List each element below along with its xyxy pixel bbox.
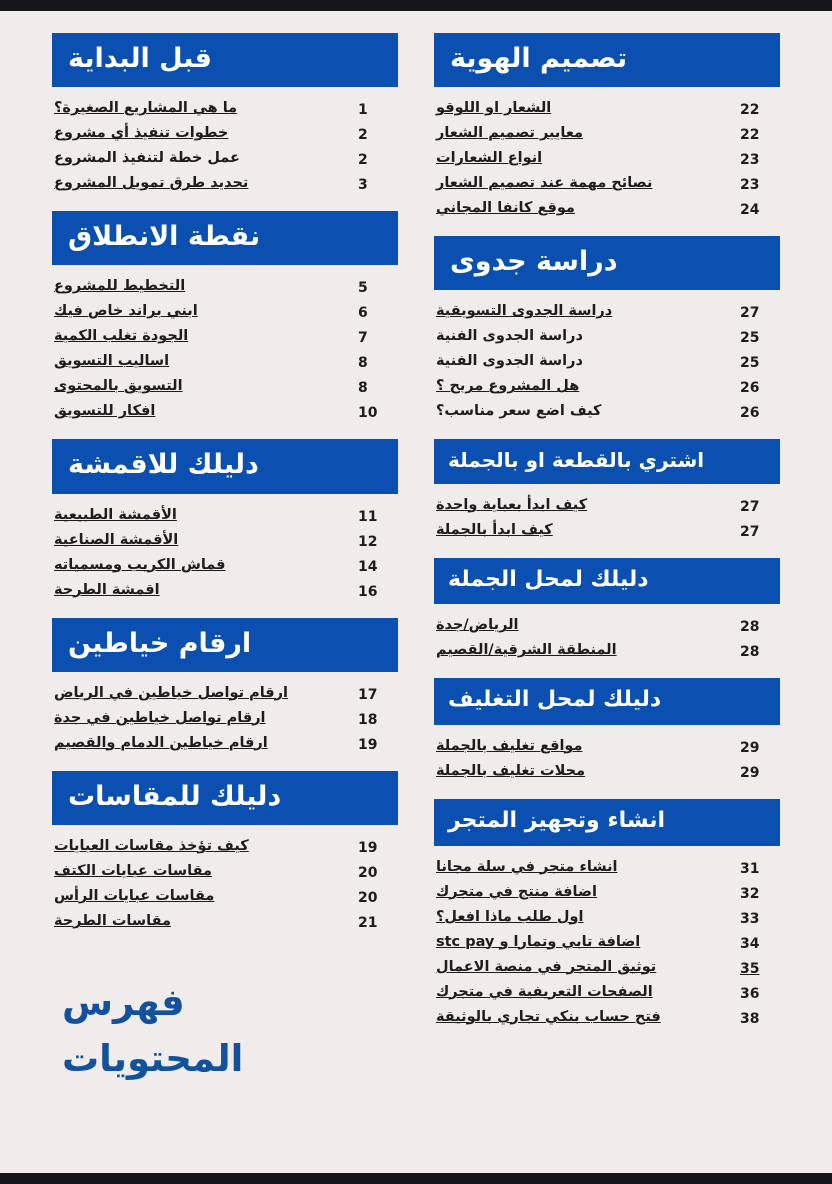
toc-entry[interactable] xyxy=(52,326,398,349)
toc-entry[interactable] xyxy=(434,907,780,930)
toc-section xyxy=(434,33,780,223)
top-edge-bar xyxy=(0,0,832,11)
toc-section xyxy=(434,678,780,786)
entry-page-number: 27 xyxy=(740,498,760,515)
entry-page-number: 32 xyxy=(740,885,760,902)
entry-title-link[interactable]: اقمشة الطرحة xyxy=(54,581,160,598)
toc-entry[interactable] xyxy=(434,148,780,171)
toc-section xyxy=(52,771,398,936)
toc-entry[interactable] xyxy=(434,198,780,221)
entry-page-number: 29 xyxy=(740,740,760,757)
entry-page-number: 29 xyxy=(740,765,760,782)
entry-page-number: 2 xyxy=(358,152,368,169)
section-entry-list xyxy=(434,301,780,424)
entry-page-number: 24 xyxy=(740,202,760,219)
toc-entry[interactable] xyxy=(52,555,398,578)
entry-title-link[interactable]: الأقمشة الصناعية xyxy=(54,531,179,548)
entry-title-link[interactable]: ما هي المشاريع الصغيرة؟ xyxy=(54,100,238,117)
toc-entry[interactable] xyxy=(434,857,780,880)
toc-entry[interactable] xyxy=(52,301,398,324)
toc-entry[interactable] xyxy=(434,640,780,663)
toc-entry[interactable] xyxy=(52,505,398,528)
toc-entry[interactable] xyxy=(52,683,398,706)
toc-entry[interactable] xyxy=(434,520,780,543)
entry-page-number: 34 xyxy=(740,935,760,952)
toc-entry[interactable] xyxy=(434,401,780,424)
entry-title-link[interactable]: مواقع تغليف بالجملة xyxy=(436,738,583,755)
section-entry-list xyxy=(434,857,780,1030)
toc-entry[interactable] xyxy=(52,173,398,196)
section-header: دراسة جدوى xyxy=(434,236,780,290)
toc-entry[interactable] xyxy=(434,123,780,146)
section-header: دليلك للاقمشة xyxy=(52,439,398,493)
entry-title-link[interactable]: كيف ابدأ بعباية واحدة xyxy=(436,496,588,513)
entry-page-number: 20 xyxy=(358,890,378,907)
entry-page-number: 27 xyxy=(740,305,760,322)
brand-title-line: المحتويات xyxy=(62,1036,244,1080)
entry-page-number: 28 xyxy=(740,644,760,661)
toc-entry[interactable] xyxy=(52,148,398,171)
entry-title-link[interactable]: اضافة تابي وتمارا و stc pay xyxy=(436,933,641,950)
entry-title-link[interactable]: فتح حساب بنكي تجاري بالوثيقة xyxy=(436,1008,661,1025)
toc-section xyxy=(52,211,398,426)
section-entry-list xyxy=(434,495,780,543)
entry-title-link[interactable]: المنطقة الشرقية/القصيم xyxy=(436,642,617,659)
section-header: قبل البداية xyxy=(52,33,398,87)
entry-page-number: 17 xyxy=(358,686,378,703)
toc-entry[interactable] xyxy=(434,351,780,374)
entry-title-link[interactable]: التسويق بالمحتوى xyxy=(54,378,183,395)
section-entry-list xyxy=(434,736,780,784)
toc-entry[interactable] xyxy=(52,351,398,374)
entry-page-number: 22 xyxy=(740,127,760,144)
entry-page-number: 31 xyxy=(740,860,760,877)
entry-title-link[interactable]: انواع الشعارات xyxy=(436,150,543,167)
entry-title-link[interactable]: كيف ابدأ بالجملة xyxy=(436,521,553,538)
entry-page-number: 28 xyxy=(740,619,760,636)
entry-title-link[interactable]: عمل خطة لتنفيذ المشروع xyxy=(54,150,240,167)
entry-title-link[interactable]: نصائح مهمة عند تصميم الشعار xyxy=(436,175,653,192)
entry-title-link[interactable]: ارقام تواصل خياطين في الرياض xyxy=(54,684,288,701)
entry-title-link[interactable]: اضافة منتج في متجرك xyxy=(436,883,597,900)
entry-title-link[interactable]: ارقام تواصل خياطين في جدة xyxy=(54,709,266,726)
toc-entry[interactable] xyxy=(52,861,398,884)
entry-page-number: 8 xyxy=(358,355,368,372)
entry-page-number: 1 xyxy=(358,102,368,119)
entry-title-link[interactable]: الجودة تغلب الكمية xyxy=(54,328,189,345)
section-header: نقطة الانطلاق xyxy=(52,211,398,265)
section-entry-list xyxy=(434,98,780,221)
toc-entry[interactable] xyxy=(434,882,780,905)
entry-title-link[interactable]: كيف اضع سعر مناسب؟ xyxy=(436,403,602,420)
toc-entry[interactable] xyxy=(52,580,398,603)
section-entry-list xyxy=(52,836,398,934)
toc-right-column xyxy=(52,33,398,1173)
entry-page-number: 14 xyxy=(358,558,378,575)
entry-title-link[interactable]: افكار للتسويق xyxy=(54,403,156,420)
toc-left-column xyxy=(434,33,780,1173)
toc-entry[interactable] xyxy=(434,173,780,196)
entry-title-link[interactable]: محلات تغليف بالجملة xyxy=(436,763,586,780)
toc-entry[interactable] xyxy=(52,276,398,299)
toc-entry[interactable] xyxy=(52,733,398,756)
section-entry-list xyxy=(52,276,398,424)
toc-page xyxy=(0,11,832,1173)
entry-title-link[interactable]: دراسة الجدوى الفنية xyxy=(436,353,583,370)
toc-entry[interactable] xyxy=(52,530,398,553)
entry-title-link[interactable]: موقع كانفا المجاني xyxy=(436,200,575,217)
toc-entry[interactable] xyxy=(434,98,780,121)
entry-page-number: 8 xyxy=(358,380,368,397)
toc-section xyxy=(434,236,780,426)
entry-page-number: 26 xyxy=(740,380,760,397)
entry-page-number: 27 xyxy=(740,523,760,540)
entry-title-link[interactable]: هل المشروع مربح ؟ xyxy=(436,378,580,395)
entry-title-link[interactable]: مقاسات عبايات الكتف xyxy=(54,863,212,880)
section-header: دليلك لمحل الجملة xyxy=(434,558,780,605)
entry-page-number: 36 xyxy=(740,985,760,1002)
toc-entry[interactable] xyxy=(434,326,780,349)
toc-section xyxy=(434,439,780,544)
toc-entry[interactable] xyxy=(52,376,398,399)
toc-entry[interactable] xyxy=(52,708,398,731)
entry-page-number: 35 xyxy=(740,960,760,977)
toc-entry[interactable] xyxy=(434,761,780,784)
entry-title-link[interactable]: تحديد طرق تمويل المشروع xyxy=(54,175,249,192)
section-header: ارقام خياطين xyxy=(52,618,398,672)
section-entry-list xyxy=(52,683,398,756)
toc-entry[interactable] xyxy=(434,495,780,518)
toc-entry[interactable] xyxy=(434,932,780,955)
section-header: دليلك لمحل التغليف xyxy=(434,678,780,725)
entry-page-number: 25 xyxy=(740,330,760,347)
entry-title-link[interactable]: كيف تؤخذ مقاسات العبايات xyxy=(54,838,249,855)
entry-page-number: 18 xyxy=(358,711,378,728)
toc-entry[interactable] xyxy=(434,982,780,1005)
toc-entry[interactable] xyxy=(434,1007,780,1030)
entry-title-link[interactable]: دراسة الجدوى التسويقية xyxy=(436,303,613,320)
section-header: دليلك للمقاسات xyxy=(52,771,398,825)
entry-page-number: 23 xyxy=(740,152,760,169)
entry-title-link[interactable]: قماش الكريب ومسمياته xyxy=(54,556,226,573)
toc-entry[interactable] xyxy=(434,376,780,399)
section-entry-list xyxy=(52,505,398,603)
entry-title-link[interactable]: مقاسات الطرحة xyxy=(54,913,171,930)
entry-title-link[interactable]: الأقمشة الطبيعية xyxy=(54,506,177,523)
entry-page-number: 25 xyxy=(740,355,760,372)
entry-title-link[interactable]: اساليب التسويق xyxy=(54,353,170,370)
entry-title-link[interactable]: توثيق المتجر في منصة الاعمال xyxy=(436,958,657,975)
entry-page-number: 19 xyxy=(358,840,378,857)
entry-page-number: 22 xyxy=(740,102,760,119)
entry-title-link[interactable]: معايير تصميم الشعار xyxy=(436,125,583,142)
entry-title-link[interactable]: ابني براند خاص فيك xyxy=(54,303,198,320)
toc-entry[interactable] xyxy=(52,98,398,121)
entry-page-number: 7 xyxy=(358,330,368,347)
section-header: تصميم الهوية xyxy=(434,33,780,87)
bottom-edge-bar xyxy=(0,1173,832,1184)
entry-page-number: 10 xyxy=(358,405,378,422)
toc-section xyxy=(434,799,780,1032)
toc-entry[interactable] xyxy=(52,401,398,424)
entry-page-number: 26 xyxy=(740,405,760,422)
section-header: انشاء وتجهيز المتجر xyxy=(434,799,780,846)
toc-section xyxy=(52,618,398,758)
entry-page-number: 2 xyxy=(358,127,368,144)
entry-page-number: 20 xyxy=(358,865,378,882)
entry-page-number: 19 xyxy=(358,736,378,753)
toc-entry[interactable] xyxy=(52,886,398,909)
toc-entry[interactable] xyxy=(434,301,780,324)
entry-page-number: 12 xyxy=(358,533,378,550)
section-entry-list xyxy=(52,98,398,196)
entry-page-number: 3 xyxy=(358,177,368,194)
brand-title-line: فهرس xyxy=(62,981,185,1025)
toc-entry[interactable] xyxy=(52,836,398,859)
toc-entry[interactable] xyxy=(434,615,780,638)
toc-section xyxy=(52,33,398,198)
toc-entry[interactable] xyxy=(52,123,398,146)
toc-section xyxy=(52,439,398,604)
section-header: اشتري بالقطعة او بالجملة xyxy=(434,439,780,483)
document-brand-title xyxy=(52,975,398,1086)
entry-title-link[interactable]: ارقام خياطين الدمام والقصيم xyxy=(54,734,268,751)
entry-title-link[interactable]: مقاسات عبايات الرأس xyxy=(54,888,215,905)
entry-page-number: 11 xyxy=(358,508,378,525)
section-entry-list xyxy=(434,615,780,663)
entry-title-link[interactable]: دراسة الجدوى الفنية xyxy=(436,328,583,345)
toc-entry[interactable] xyxy=(434,736,780,759)
entry-title-link[interactable]: الرياض/جدة xyxy=(436,617,519,634)
entry-title-link[interactable]: التخطيط للمشروع xyxy=(54,278,186,295)
entry-title-link[interactable]: خطوات تنفيذ أي مشروع xyxy=(54,125,229,142)
entry-title-link[interactable]: الشعار او اللوقو xyxy=(436,100,552,117)
entry-title-link[interactable]: الصفحات التعريفية في متجرك xyxy=(436,983,653,1000)
entry-page-number: 21 xyxy=(358,915,378,932)
entry-page-number: 6 xyxy=(358,305,368,322)
entry-title-link[interactable]: اول طلب ماذا افعل؟ xyxy=(436,908,584,925)
entry-title-link[interactable]: انشاء متجر في سلة مجانا xyxy=(436,858,618,875)
entry-page-number: 5 xyxy=(358,280,368,297)
toc-entry[interactable] xyxy=(434,957,780,980)
entry-page-number: 23 xyxy=(740,177,760,194)
entry-page-number: 16 xyxy=(358,583,378,600)
entry-page-number: 38 xyxy=(740,1010,760,1027)
toc-section xyxy=(434,558,780,666)
toc-entry[interactable] xyxy=(52,911,398,934)
entry-page-number: 33 xyxy=(740,910,760,927)
